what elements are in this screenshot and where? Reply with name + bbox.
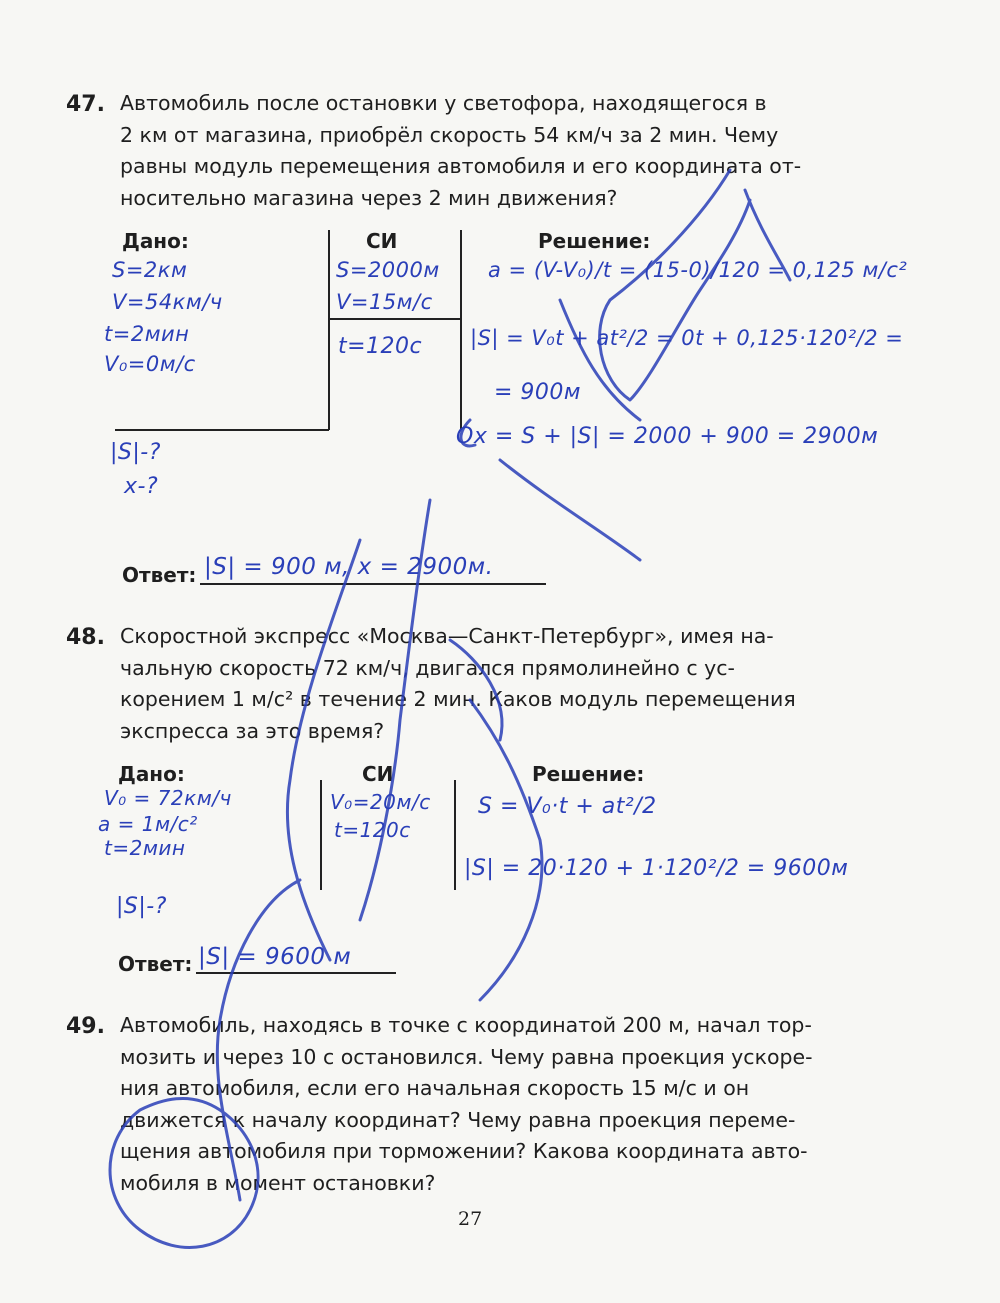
given-value: t=2мин [104,836,186,860]
solution-line: = 900м [494,380,582,405]
si-value: t=120с [334,818,411,842]
solution-line: S = V₀·t + at²/2 [478,794,657,819]
answer-line [200,583,546,585]
problem-text-line: экспресса за это время? [120,718,385,743]
si-value: V=15м/с [336,290,433,314]
answer-line [196,972,396,974]
reshenie-header: Решение: [532,762,645,786]
page-number: 27 [458,1208,483,1230]
find-value: |S|-? [110,440,161,465]
given-value: t=2мин [104,322,190,346]
problem-text-line: Автомобиль, находясь в точке с координатой 200 м, начал тор- [120,1013,812,1037]
problem-text-line: щения автомобиля при торможении? Какова координата авто- [120,1139,808,1163]
problem-text-line: носительно магазина через 2 мин движения? [120,185,618,210]
answer-label: Ответ: [122,563,197,587]
problem-text-line: Автомобиль после остановки у светофора, находящегося в [120,91,767,115]
find-value: |S|-? [116,894,167,919]
problem-text-line: равны модуль перемещения автомобиля и его координата от- [120,154,802,178]
table-divider [328,230,330,430]
answer-label: Ответ: [118,952,193,976]
solution-line: |S| = 20·120 + 1·120²/2 = 9600м [464,856,849,881]
dano-header: Дано: [122,229,189,253]
si-value: V₀=20м/с [330,790,431,814]
solution-line: a = (V-V₀)/t = (15-0)/120 = 0,125 м/с² [488,258,908,282]
solution-line: |S| = V₀t + at²/2 = 0t + 0,125·120²/2 = [470,326,904,350]
answer-value: |S| = 900 м, x = 2900м. [204,554,494,580]
given-value: S=2км [112,258,188,282]
table-divider [328,318,462,320]
problem-49-text [120,1010,886,1199]
problem-48-number: 48. [66,625,105,650]
problem-47-text [120,88,886,214]
find-value: x-? [124,474,159,499]
table-divider [115,429,329,431]
problem-text-line: мозить и через 10 с остановился. Чему равна проекция ускоре- [120,1044,813,1069]
given-value: V₀ = 72км/ч [104,786,232,810]
problem-text-line: мобиля в момент остановки? [120,1170,436,1195]
pen-stroke [287,540,360,960]
problem-49-number: 49. [66,1014,105,1039]
table-divider [460,230,462,430]
problem-text-line: ния автомобиля, если его начальная скорость 15 м/с и он [120,1076,750,1100]
si-header: СИ [366,229,398,253]
problem-text-line: чальную скорость 72 км/ч, двигался прямолинейно с ус- [120,655,735,680]
given-value: a = 1м/с² [98,812,198,836]
given-value: V=54км/ч [112,290,223,314]
si-header: СИ [362,762,394,786]
solution-line: Ox = S + |S| = 2000 + 900 = 2900м [456,424,879,449]
problem-48-text [120,621,886,747]
given-value: V₀=0м/с [104,352,196,376]
problem-text-line: движется к началу координат? Чему равна проекция переме- [120,1107,796,1132]
answer-value: |S| = 9600 м [198,944,352,970]
problem-text-line: Скоростной экспресс «Москва—Санкт-Петербург», имея на- [120,624,774,648]
problem-text-line: 2 км от магазина, приобрёл скорость 54 км/ч за 2 мин. Чему [120,122,779,147]
problem-47-number: 47. [66,92,105,117]
si-value: S=2000м [336,258,440,282]
si-value: t=120с [338,334,423,359]
table-divider [320,780,322,890]
table-divider [454,780,456,890]
reshenie-header: Решение: [538,229,651,253]
dano-header: Дано: [118,762,185,786]
problem-text-line: корением 1 м/с² в течение 2 мин. Каков модуль перемещения [120,687,796,711]
pen-stroke [500,460,640,560]
